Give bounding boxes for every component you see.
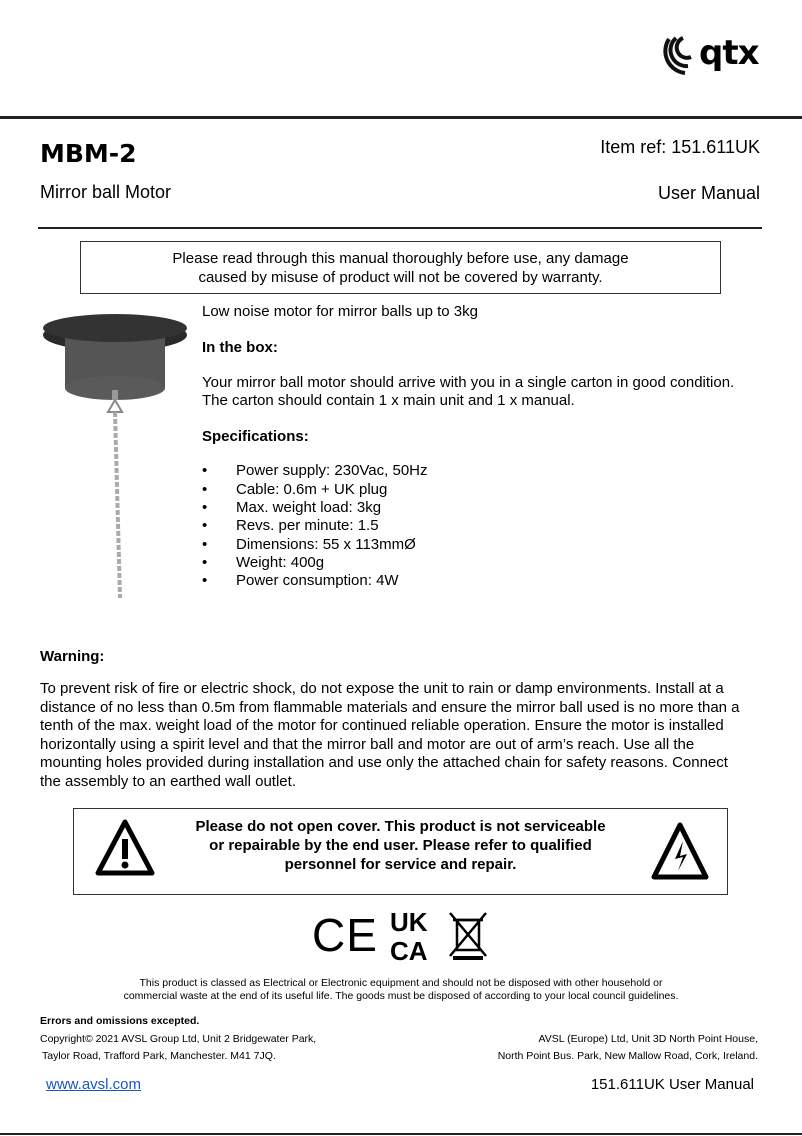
service-line: Please do not open cover. This product is not serviceable bbox=[195, 818, 606, 835]
service-warning-box bbox=[73, 808, 728, 895]
bullet-icon: • bbox=[202, 462, 208, 479]
spec-item bbox=[202, 536, 602, 554]
product-image bbox=[40, 300, 195, 602]
warning-line: tenth of the max. weight load of the motor for continued reliable operation. Ensure the motor is installed bbox=[40, 717, 724, 735]
spec-text: Dimensions: 55 x 113mmØ bbox=[236, 536, 416, 553]
electric-shock-icon bbox=[651, 821, 709, 883]
notice-line: caused by misuse of product will not be covered by warranty. bbox=[198, 269, 603, 286]
warning-triangle-icon bbox=[94, 817, 156, 879]
warranty-notice bbox=[80, 241, 721, 294]
warning-line: the assembly to an earthed wall outlet. bbox=[40, 772, 296, 790]
spec-item bbox=[202, 481, 602, 499]
errors-note: Errors and omissions excepted. bbox=[40, 1015, 200, 1027]
in-box-heading: In the box: bbox=[202, 339, 278, 356]
brand-name: qtx bbox=[699, 33, 759, 73]
bullet-icon: • bbox=[202, 517, 208, 534]
service-line: personnel for service and repair. bbox=[284, 856, 517, 873]
spec-item bbox=[202, 572, 602, 590]
spec-text: Cable: 0.6m + UK plug bbox=[236, 481, 388, 498]
ce-mark: CE bbox=[312, 909, 378, 961]
warning-paragraph bbox=[40, 680, 780, 792]
eu-address-line: North Point Bus. Park, New Mallow Road, Cork, Ireland. bbox=[497, 1050, 758, 1062]
eu-address-line: AVSL (Europe) Ltd, Unit 3D North Point House, bbox=[538, 1033, 758, 1045]
warning-line: distance of no less than 0.5m from flammable materials and ensure the mirror ball used is no more than a bbox=[40, 698, 740, 716]
bullet-icon: • bbox=[202, 554, 208, 571]
spec-item bbox=[202, 517, 602, 535]
ukca-mark-bottom: CA bbox=[390, 936, 428, 966]
uk-address-line: Copyright© 2021 AVSL Group Ltd, Unit 2 Bridgewater Park, bbox=[40, 1033, 317, 1045]
ukca-mark-top: UK bbox=[390, 907, 428, 937]
warning-line: To prevent risk of fire or electric shock, do not expose the unit to rain or damp environments. Install at a bbox=[40, 680, 724, 697]
spec-text: Weight: 400g bbox=[236, 554, 325, 571]
bullet-icon: • bbox=[202, 536, 208, 553]
bullet-icon: • bbox=[202, 499, 208, 516]
page-footer-label: 151.611UK User Manual bbox=[590, 1076, 754, 1093]
qtx-logo bbox=[655, 33, 765, 77]
in-box-line: The carton should contain 1 x main unit and 1 x manual. bbox=[202, 392, 575, 409]
weee-bin-icon bbox=[447, 910, 489, 962]
product-subtitle: Mirror ball Motor bbox=[40, 182, 172, 202]
spec-item bbox=[202, 499, 602, 517]
uk-address-line: Taylor Road, Trafford Park, Manchester. M41 7JQ. bbox=[42, 1050, 276, 1062]
warning-line: horizontally using a spirit level and that the mirror ball and motor are out of arm’s reach. Use all the bbox=[40, 735, 695, 753]
footer-divider bbox=[0, 1133, 802, 1135]
compliance-marks bbox=[312, 906, 492, 968]
spec-item bbox=[202, 554, 602, 572]
bullet-icon: • bbox=[202, 481, 208, 498]
weee-line: This product is classed as Electrical or Electronic equipment and should not be disposed with other household or bbox=[139, 977, 663, 989]
item-ref: Item ref: 151.611UK bbox=[600, 137, 760, 157]
qtx-waves-icon bbox=[655, 33, 699, 77]
bullet-icon: • bbox=[202, 572, 208, 589]
spec-text: Power consumption: 4W bbox=[236, 572, 399, 589]
website-link[interactable]: www.avsl.com bbox=[46, 1076, 142, 1093]
service-line: or repairable by the end user. Please refer to qualified bbox=[209, 837, 592, 854]
warning-heading: Warning: bbox=[40, 648, 105, 665]
weee-line: commercial waste at the end of its useful life. The goods must be disposed of according to your local council guidelines. bbox=[123, 990, 679, 1002]
warning-line: mounting holes provided during installation and use only the attached chain for safety reasons. Connect bbox=[40, 754, 728, 772]
in-box-line: Your mirror ball motor should arrive with you in a single carton in good condition. bbox=[202, 374, 735, 391]
header-divider bbox=[0, 116, 802, 119]
spec-text: Revs. per minute: 1.5 bbox=[236, 517, 379, 534]
spec-text: Power supply: 230Vac, 50Hz bbox=[236, 462, 428, 479]
model-title: MBM-2 bbox=[40, 139, 137, 168]
title-divider bbox=[38, 227, 762, 229]
spec-item bbox=[202, 462, 602, 480]
specs-heading: Specifications: bbox=[202, 428, 309, 445]
doc-type: User Manual bbox=[657, 183, 760, 203]
spec-text: Max. weight load: 3kg bbox=[236, 499, 382, 516]
notice-line: Please read through this manual thoroughly before use, any damage bbox=[172, 250, 629, 267]
intro-text: Low noise motor for mirror balls up to 3kg bbox=[202, 303, 478, 320]
